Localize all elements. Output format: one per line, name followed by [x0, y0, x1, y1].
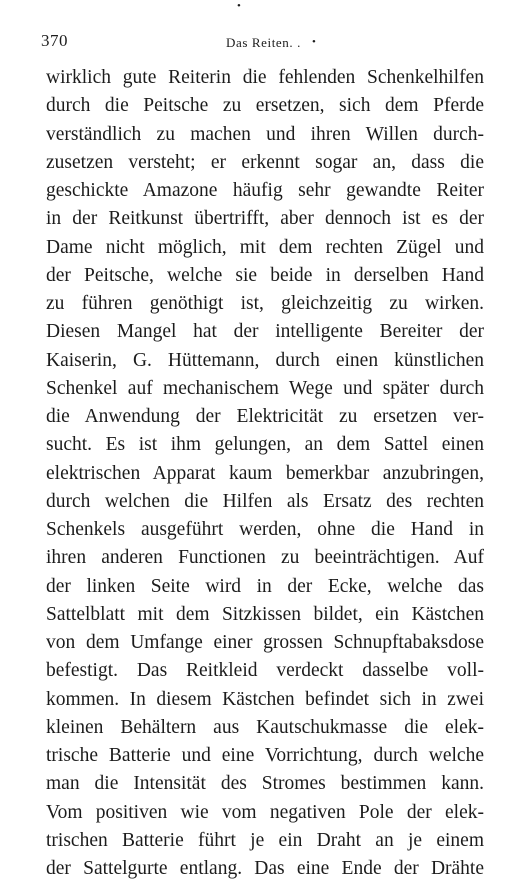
- running-title-text: Das Reiten. .: [226, 35, 301, 50]
- text-line: Sattelblatt mit dem Sitzkissen bildet, ein Kästchen: [46, 603, 484, 625]
- text-line: der linken Seite wird in der Ecke, welche das: [46, 575, 484, 597]
- text-line: Dame nicht möglich, mit dem rechten Zügel und: [46, 236, 484, 258]
- text-line: geschickte Amazone häufig sehr gewandte Reiter: [46, 180, 484, 201]
- text-line: Schenkel auf mechanischem Wege und später durch: [46, 377, 484, 399]
- text-line: sucht. Es ist ihm gelungen, an dem Sattel einen: [46, 434, 484, 456]
- text-line: man die Intensität des Stromes bestimmen kann.: [46, 773, 484, 795]
- text-line: Kaiserin, G. Hüttemann, durch einen künstlichen: [46, 349, 484, 371]
- text-line: von dem Umfange einer grossen Schnupftabaksdose: [46, 632, 484, 653]
- text-line: in der Reitkunst übertrifft, aber dennoch ist es der: [46, 208, 484, 230]
- top-edge-mark: •: [237, 0, 241, 12]
- body-text: [46, 64, 484, 883]
- text-line: Vom positiven wie vom negativen Pole der elek-: [46, 801, 484, 823]
- text-line: trische Batterie und eine Vorrichtung, durch welche: [46, 745, 484, 766]
- text-line: der Sattelgurte entlang. Das eine Ende der Drähte: [46, 858, 484, 879]
- text-line: elektrischen Apparat kaum bemerkbar anzubringen,: [46, 462, 484, 484]
- text-line: Diesen Mangel hat der intelligente Bereiter der: [46, 321, 484, 343]
- text-line: die Anwendung der Elektricität zu ersetzen ver-: [46, 406, 484, 427]
- page-number: 370: [41, 31, 68, 50]
- header-mark: •: [312, 36, 316, 48]
- text-line: kleinen Behältern aus Kautschukmasse die elek-: [46, 716, 484, 738]
- text-line: Schenkels ausgeführt werden, ohne die Hand in: [46, 519, 484, 540]
- text-line: kommen. In diesem Kästchen befindet sich in zwei: [46, 688, 484, 710]
- text-line: zusetzen versteht; er erkennt sogar an, dass die: [46, 151, 484, 173]
- text-line: durch welchen die Hilfen als Ersatz des rechten: [46, 490, 484, 512]
- text-line: wirklich gute Reiterin die fehlenden Schenkelhilfen: [46, 67, 484, 88]
- text-line: zu führen genöthigt ist, gleichzeitig zu wirken.: [46, 293, 484, 314]
- text-line: verständlich zu machen und ihren Willen durch-: [46, 123, 484, 145]
- text-line: durch die Peitsche zu ersetzen, sich dem Pferde: [46, 95, 484, 117]
- running-title: [226, 35, 301, 51]
- text-line: trischen Batterie führt je ein Draht an je einem: [46, 829, 484, 851]
- text-line: ihren anderen Functionen zu beeinträchtigen. Auf: [46, 547, 484, 569]
- text-line: befestigt. Das Reitkleid verdeckt dasselbe voll-: [46, 660, 484, 682]
- text-line: der Peitsche, welche sie beide in derselben Hand: [46, 264, 484, 286]
